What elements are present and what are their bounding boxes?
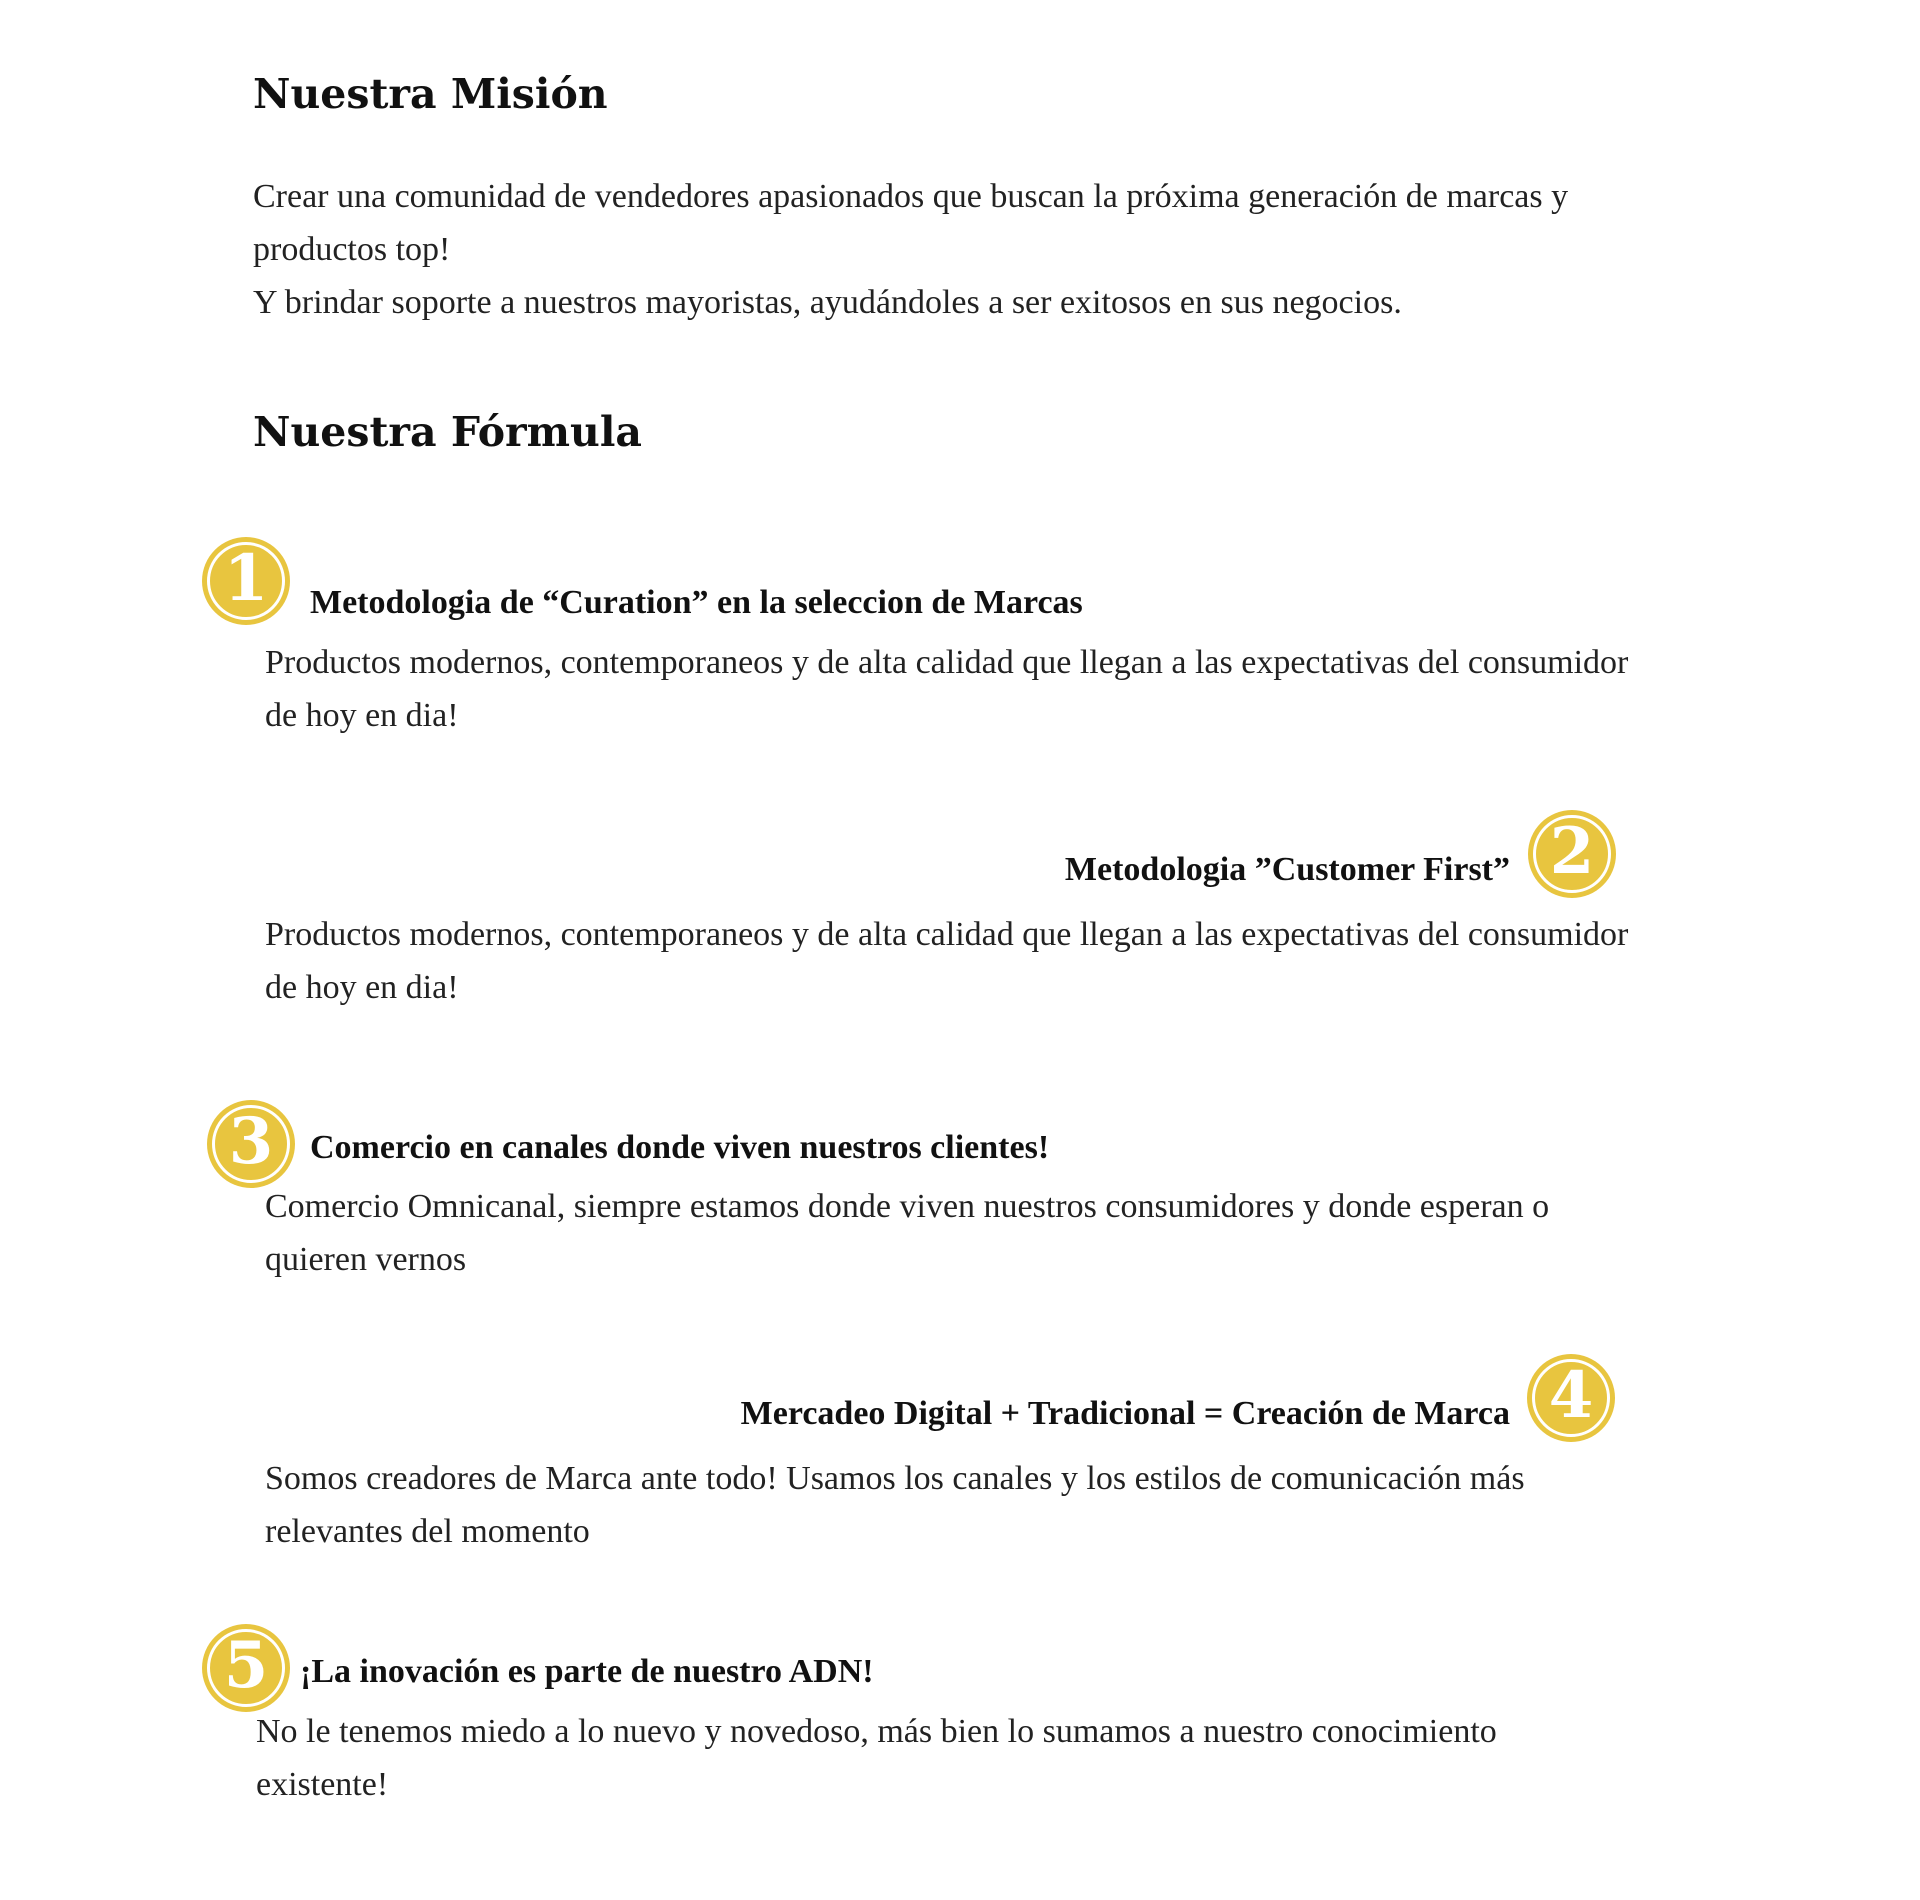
badge-number: 1 xyxy=(223,541,269,616)
number-badge-5 xyxy=(202,1624,290,1712)
mission-paragraph xyxy=(253,170,1753,329)
item-3-line: Comercio Omnicanal, siempre estamos donde viven nuestros consumidores y donde esperan o xyxy=(265,1188,1550,1225)
item-5-line: existente! xyxy=(256,1766,389,1803)
number-badge-2 xyxy=(1528,810,1616,898)
item-3-line: quieren vernos xyxy=(265,1241,467,1278)
mission-line: Crear una comunidad de vendedores apasionados que buscan la próxima generación de marcas y xyxy=(253,178,1569,215)
badge-number: 3 xyxy=(228,1104,274,1179)
mission-line: Y brindar soporte a nuestros mayoristas, ayudándoles a ser exitosos en sus negocios. xyxy=(253,284,1402,321)
item-5-description xyxy=(256,1705,1856,1811)
badge-number: 4 xyxy=(1548,1358,1594,1433)
item-1-line: Productos modernos, contemporaneos y de alta calidad que llegan a las expectativas del consumidor xyxy=(265,644,1629,681)
item-1-line: de hoy en dia! xyxy=(265,697,459,734)
item-1-description xyxy=(265,636,1865,742)
item-4-title: Mercadeo Digital + Tradicional = Creación de Marca xyxy=(740,1395,1510,1432)
item-5-title: ¡La inovación es parte de nuestro ADN! xyxy=(300,1653,874,1690)
item-2-title: Metodologia ”Customer First” xyxy=(1064,851,1510,888)
item-4-line: Somos creadores de Marca ante todo! Usamos los canales y los estilos de comunicación más xyxy=(265,1460,1525,1497)
mission-heading: Nuestra Misión xyxy=(253,70,608,118)
item-4-description xyxy=(265,1452,1865,1558)
number-badge-4 xyxy=(1527,1354,1615,1442)
item-3-title: Comercio en canales donde viven nuestros clientes! xyxy=(310,1129,1050,1166)
item-3-description xyxy=(265,1180,1865,1286)
item-4-line: relevantes del momento xyxy=(265,1513,590,1550)
item-2-line: Productos modernos, contemporaneos y de alta calidad que llegan a las expectativas del consumidor xyxy=(265,916,1629,953)
mission-line: productos top! xyxy=(253,231,451,268)
number-badge-3 xyxy=(207,1100,295,1188)
item-2-description xyxy=(265,908,1865,1014)
formula-heading: Nuestra Fórmula xyxy=(253,408,642,456)
item-2-line: de hoy en dia! xyxy=(265,969,459,1006)
badge-number: 5 xyxy=(223,1628,269,1703)
item-1-title: Metodologia de “Curation” en la seleccion de Marcas xyxy=(310,584,1083,621)
badge-number: 2 xyxy=(1549,814,1595,889)
number-badge-1 xyxy=(202,537,290,625)
item-5-line: No le tenemos miedo a lo nuevo y novedoso, más bien lo sumamos a nuestro conocimiento xyxy=(256,1713,1497,1750)
